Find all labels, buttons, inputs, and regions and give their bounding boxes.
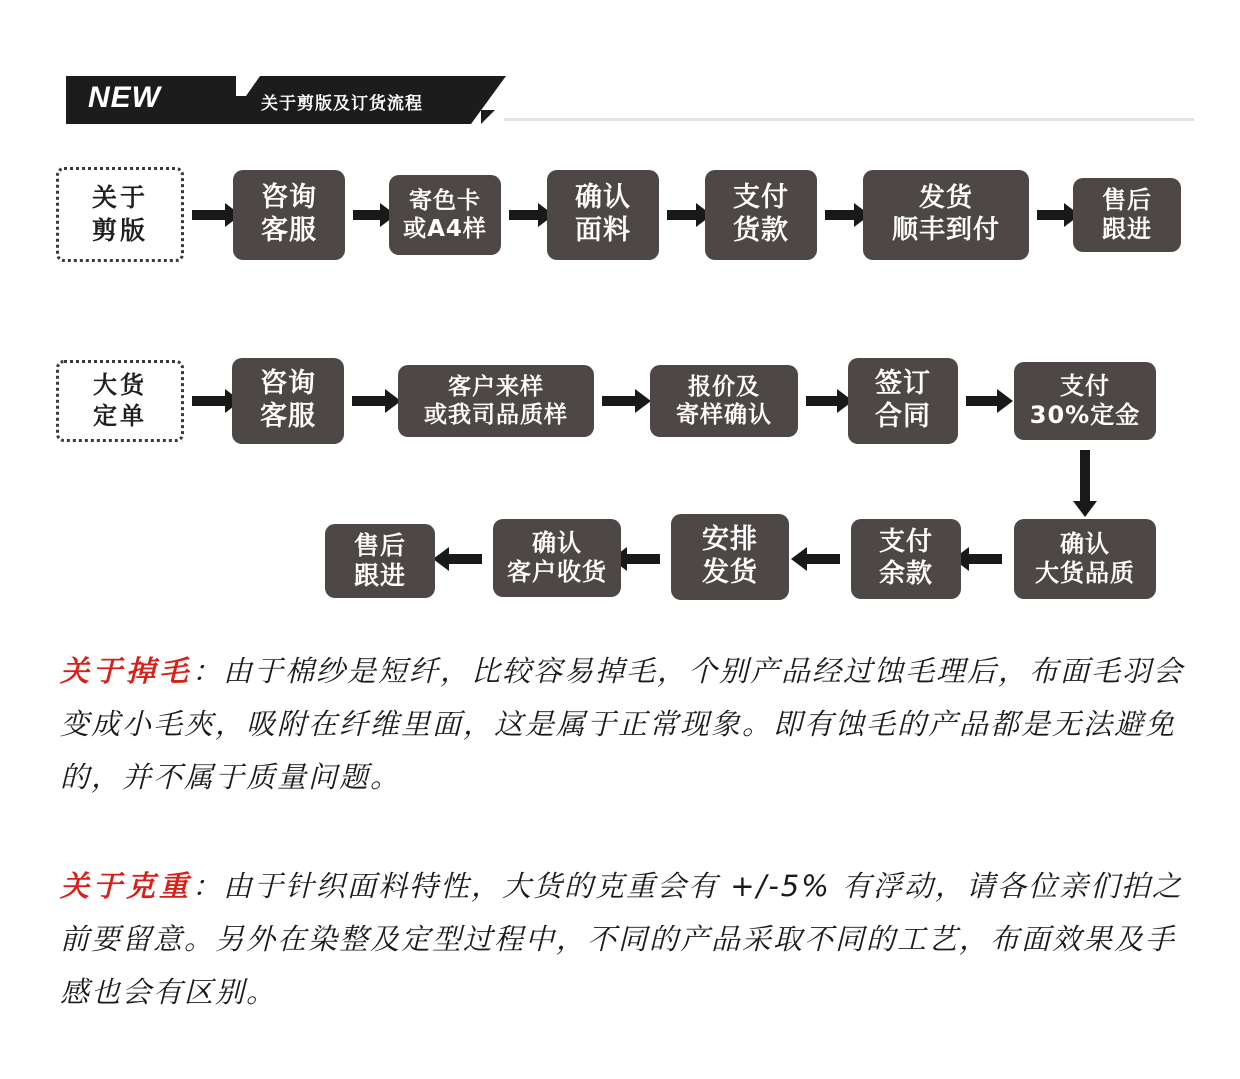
flow-node-r1-4	[705, 170, 817, 260]
note-weight-title: 关于克重	[60, 869, 193, 903]
node-line2: 合同	[875, 401, 931, 432]
arrow-down-r2-to-r3	[1080, 450, 1090, 502]
node-line2: 发货	[702, 557, 758, 588]
node-line1: 确认	[575, 182, 631, 214]
flow-node-r1-5	[863, 170, 1029, 260]
flow-node-r1-2	[389, 175, 501, 255]
flow-node-r3-4	[851, 519, 961, 599]
flow-node-r1-3	[547, 170, 659, 260]
flow-node-r3-1	[325, 524, 435, 598]
node-line1: 支付	[878, 527, 933, 558]
banner-new-label: NEW	[88, 81, 161, 114]
arrow-left-r3-1	[448, 554, 482, 564]
banner-divider-line	[504, 118, 1194, 121]
node-line1: 支付	[733, 182, 789, 214]
note-shedding	[60, 645, 1200, 804]
flow-node-r2-1	[232, 358, 344, 444]
node-line2: 30%定金	[1029, 401, 1141, 429]
node-line2: 跟进	[1102, 215, 1152, 243]
arrow-left-r3-4	[968, 554, 1002, 564]
node-line1: 咨询	[261, 182, 317, 214]
flow-node-r1-1	[233, 170, 345, 260]
node-line1: 支付	[1060, 371, 1110, 400]
flow-node-r2-3	[650, 365, 798, 437]
arrow-right-r1-1	[192, 210, 226, 220]
flow-node-r2-4	[848, 358, 958, 444]
node-line2: 寄样确认	[676, 402, 772, 428]
note-weight-body: 由于针织面料特性，大货的克重会有 +/-5% 有浮动，请各位亲们拍之前要留意。另外在染整及定型过程中，不同的产品采取不同的工艺，布面效果及手感也会有区别。	[60, 869, 1184, 1009]
start-label-line1: 关于	[91, 183, 148, 212]
node-line1: 咨询	[260, 368, 316, 400]
node-line2: 或我司品质样	[424, 402, 568, 428]
node-line1: 安排	[702, 524, 758, 556]
flow-node-r3-3	[671, 514, 789, 600]
arrow-right-r2-4	[806, 396, 838, 406]
node-line1: 确认	[1060, 529, 1110, 558]
flow-start-about-sample	[56, 167, 184, 262]
arrow-right-r1-4	[667, 210, 697, 220]
arrow-left-r3-3	[806, 554, 840, 564]
note-weight-sep: ：	[192, 869, 224, 903]
flow-node-r3-5	[1014, 519, 1156, 599]
arrow-right-r1-5	[825, 210, 855, 220]
arrow-left-r3-2	[626, 554, 660, 564]
note-weight	[60, 860, 1200, 1019]
arrow-right-r2-5	[966, 396, 998, 406]
flow-node-r1-6	[1073, 178, 1181, 252]
node-line2: 顺丰到付	[891, 215, 1000, 245]
node-line2: 余款	[878, 559, 933, 589]
node-line1: 售后	[353, 530, 406, 560]
flow-node-r3-2	[493, 519, 621, 597]
flow-node-r2-5	[1014, 362, 1156, 440]
node-line2: 客服	[261, 215, 317, 246]
node-line2: 或A4样	[403, 216, 487, 242]
note-shedding-sep: ：	[192, 654, 224, 688]
node-line2: 跟进	[353, 561, 406, 590]
node-line1: 签订	[875, 368, 931, 400]
start-label-line2: 定单	[93, 402, 147, 430]
node-line1: 售后	[1102, 185, 1152, 214]
arrow-right-r2-1	[192, 396, 226, 406]
node-line1: 寄色卡	[409, 187, 481, 214]
flow-node-r2-2	[398, 365, 594, 437]
node-line2: 客户收货	[507, 558, 607, 586]
node-line2: 客服	[260, 401, 316, 432]
node-line1: 发货	[918, 183, 973, 214]
arrow-right-r1-3	[509, 210, 539, 220]
node-line1: 客户来样	[448, 373, 544, 400]
arrow-right-r2-3	[602, 396, 636, 406]
header-banner	[66, 76, 506, 124]
flow-start-bulk-order	[56, 360, 184, 442]
arrow-right-r1-6	[1037, 210, 1065, 220]
node-line1: 确认	[532, 528, 582, 557]
start-label-line2: 剪版	[91, 215, 148, 245]
node-line2: 面料	[575, 215, 631, 246]
node-line2: 货款	[733, 215, 789, 246]
note-shedding-body: 由于棉纱是短纤，比较容易掉毛，个别产品经过蚀毛理后，布面毛羽会变成小毛夾，吸附在纤维里面，这是属于正常现象。即有蚀毛的产品都是无法避免的，并不属于质量问题。	[60, 654, 1185, 794]
start-label-line1: 大货	[93, 370, 147, 399]
node-line2: 大货品质	[1035, 559, 1135, 587]
arrow-right-r1-2	[353, 210, 381, 220]
arrow-right-r2-2	[352, 396, 386, 406]
banner-subtitle: 关于剪版及订货流程	[261, 94, 423, 114]
note-shedding-title: 关于掉毛	[60, 654, 193, 688]
node-line1: 报价及	[688, 373, 760, 400]
